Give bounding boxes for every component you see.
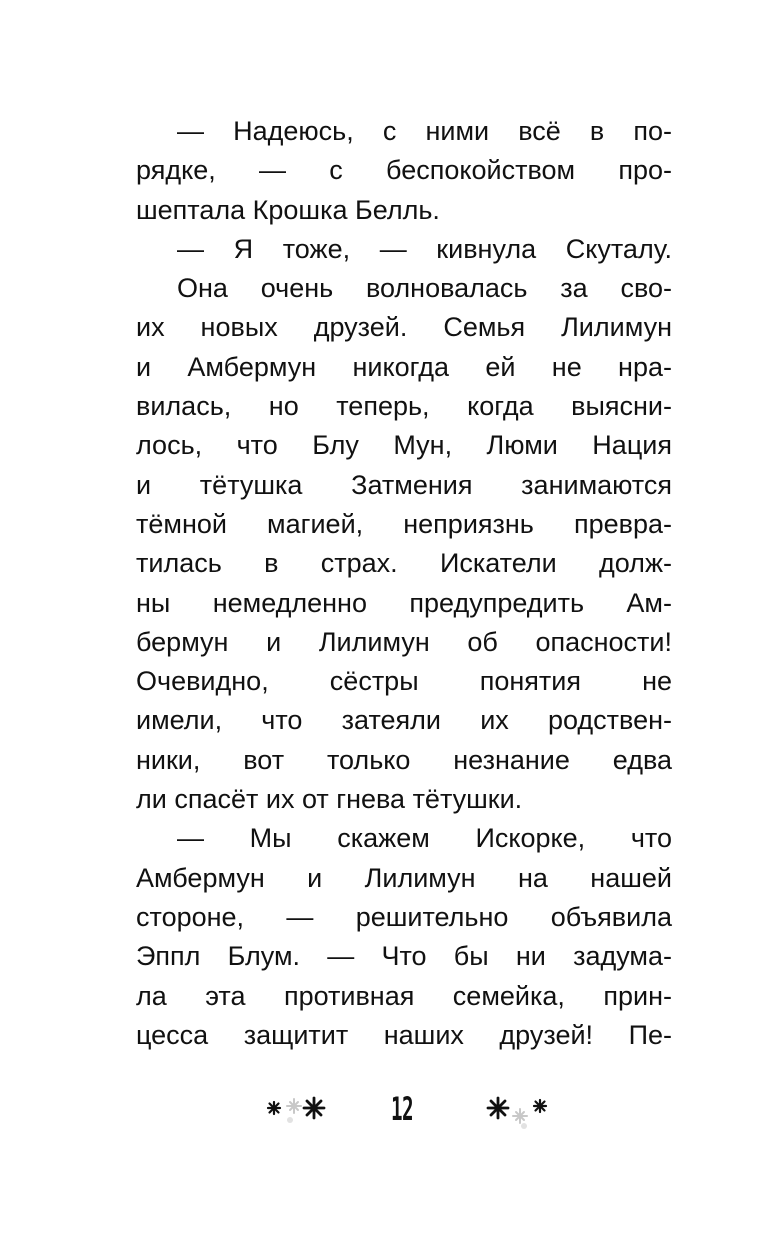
text-line: имели, что затеяли их родствен-: [136, 705, 672, 736]
text-line: Очевидно, сёстры понятия не: [136, 666, 672, 697]
text-line: ли спасёт их от гнева тётушки.: [136, 784, 523, 815]
text-line: ла эта противная семейка, прин-: [136, 980, 672, 1011]
text-line: бермун и Лилимун об опасности!: [136, 626, 672, 657]
text-line: Амбермун и Лилимун на нашей: [136, 862, 672, 893]
text-line: — Надеюсь, с ними всё в по-: [177, 116, 672, 146]
text-line: вилась, но теперь, когда выясни-: [136, 391, 672, 422]
text-line: стороне, — решительно объявила: [136, 901, 672, 932]
page-footer: [0, 1086, 768, 1134]
text-line: шептала Крошка Белль.: [136, 194, 440, 225]
text-line: — Мы скажем Искорке, что: [177, 823, 672, 854]
text-line: и тётушка Затмения занимаются: [136, 469, 672, 500]
text-line: тёмной магией, неприязнь превра-: [136, 508, 672, 539]
text-line: Эппл Блум. — Что бы ни задума-: [136, 941, 672, 972]
page-number: 12: [391, 1090, 413, 1128]
text-line: Она очень волновалась за сво-: [177, 273, 672, 304]
text-line: их новых друзей. Семья Лилимун: [136, 312, 672, 343]
text-line: — Я тоже, — кивнула Скуталу.: [177, 233, 672, 264]
sparkle-star-icon: [262, 1086, 342, 1134]
text-line: цесса защитит наших друзей! Пе-: [136, 1019, 672, 1050]
text-line: ны немедленно предупредить Ам-: [136, 587, 672, 618]
text-line: ники, вот только незнание едва: [136, 744, 672, 775]
text-line: и Амбермун никогда ей не нра-: [136, 351, 672, 382]
text-line: лось, что Блу Мун, Люми Нация: [136, 430, 672, 461]
page-body-text: [136, 112, 672, 1055]
text-line: рядке, — с беспокойством про-: [136, 155, 672, 186]
sparkle-star-icon: [480, 1086, 560, 1134]
text-line: тилась в страх. Искатели долж-: [136, 548, 672, 579]
